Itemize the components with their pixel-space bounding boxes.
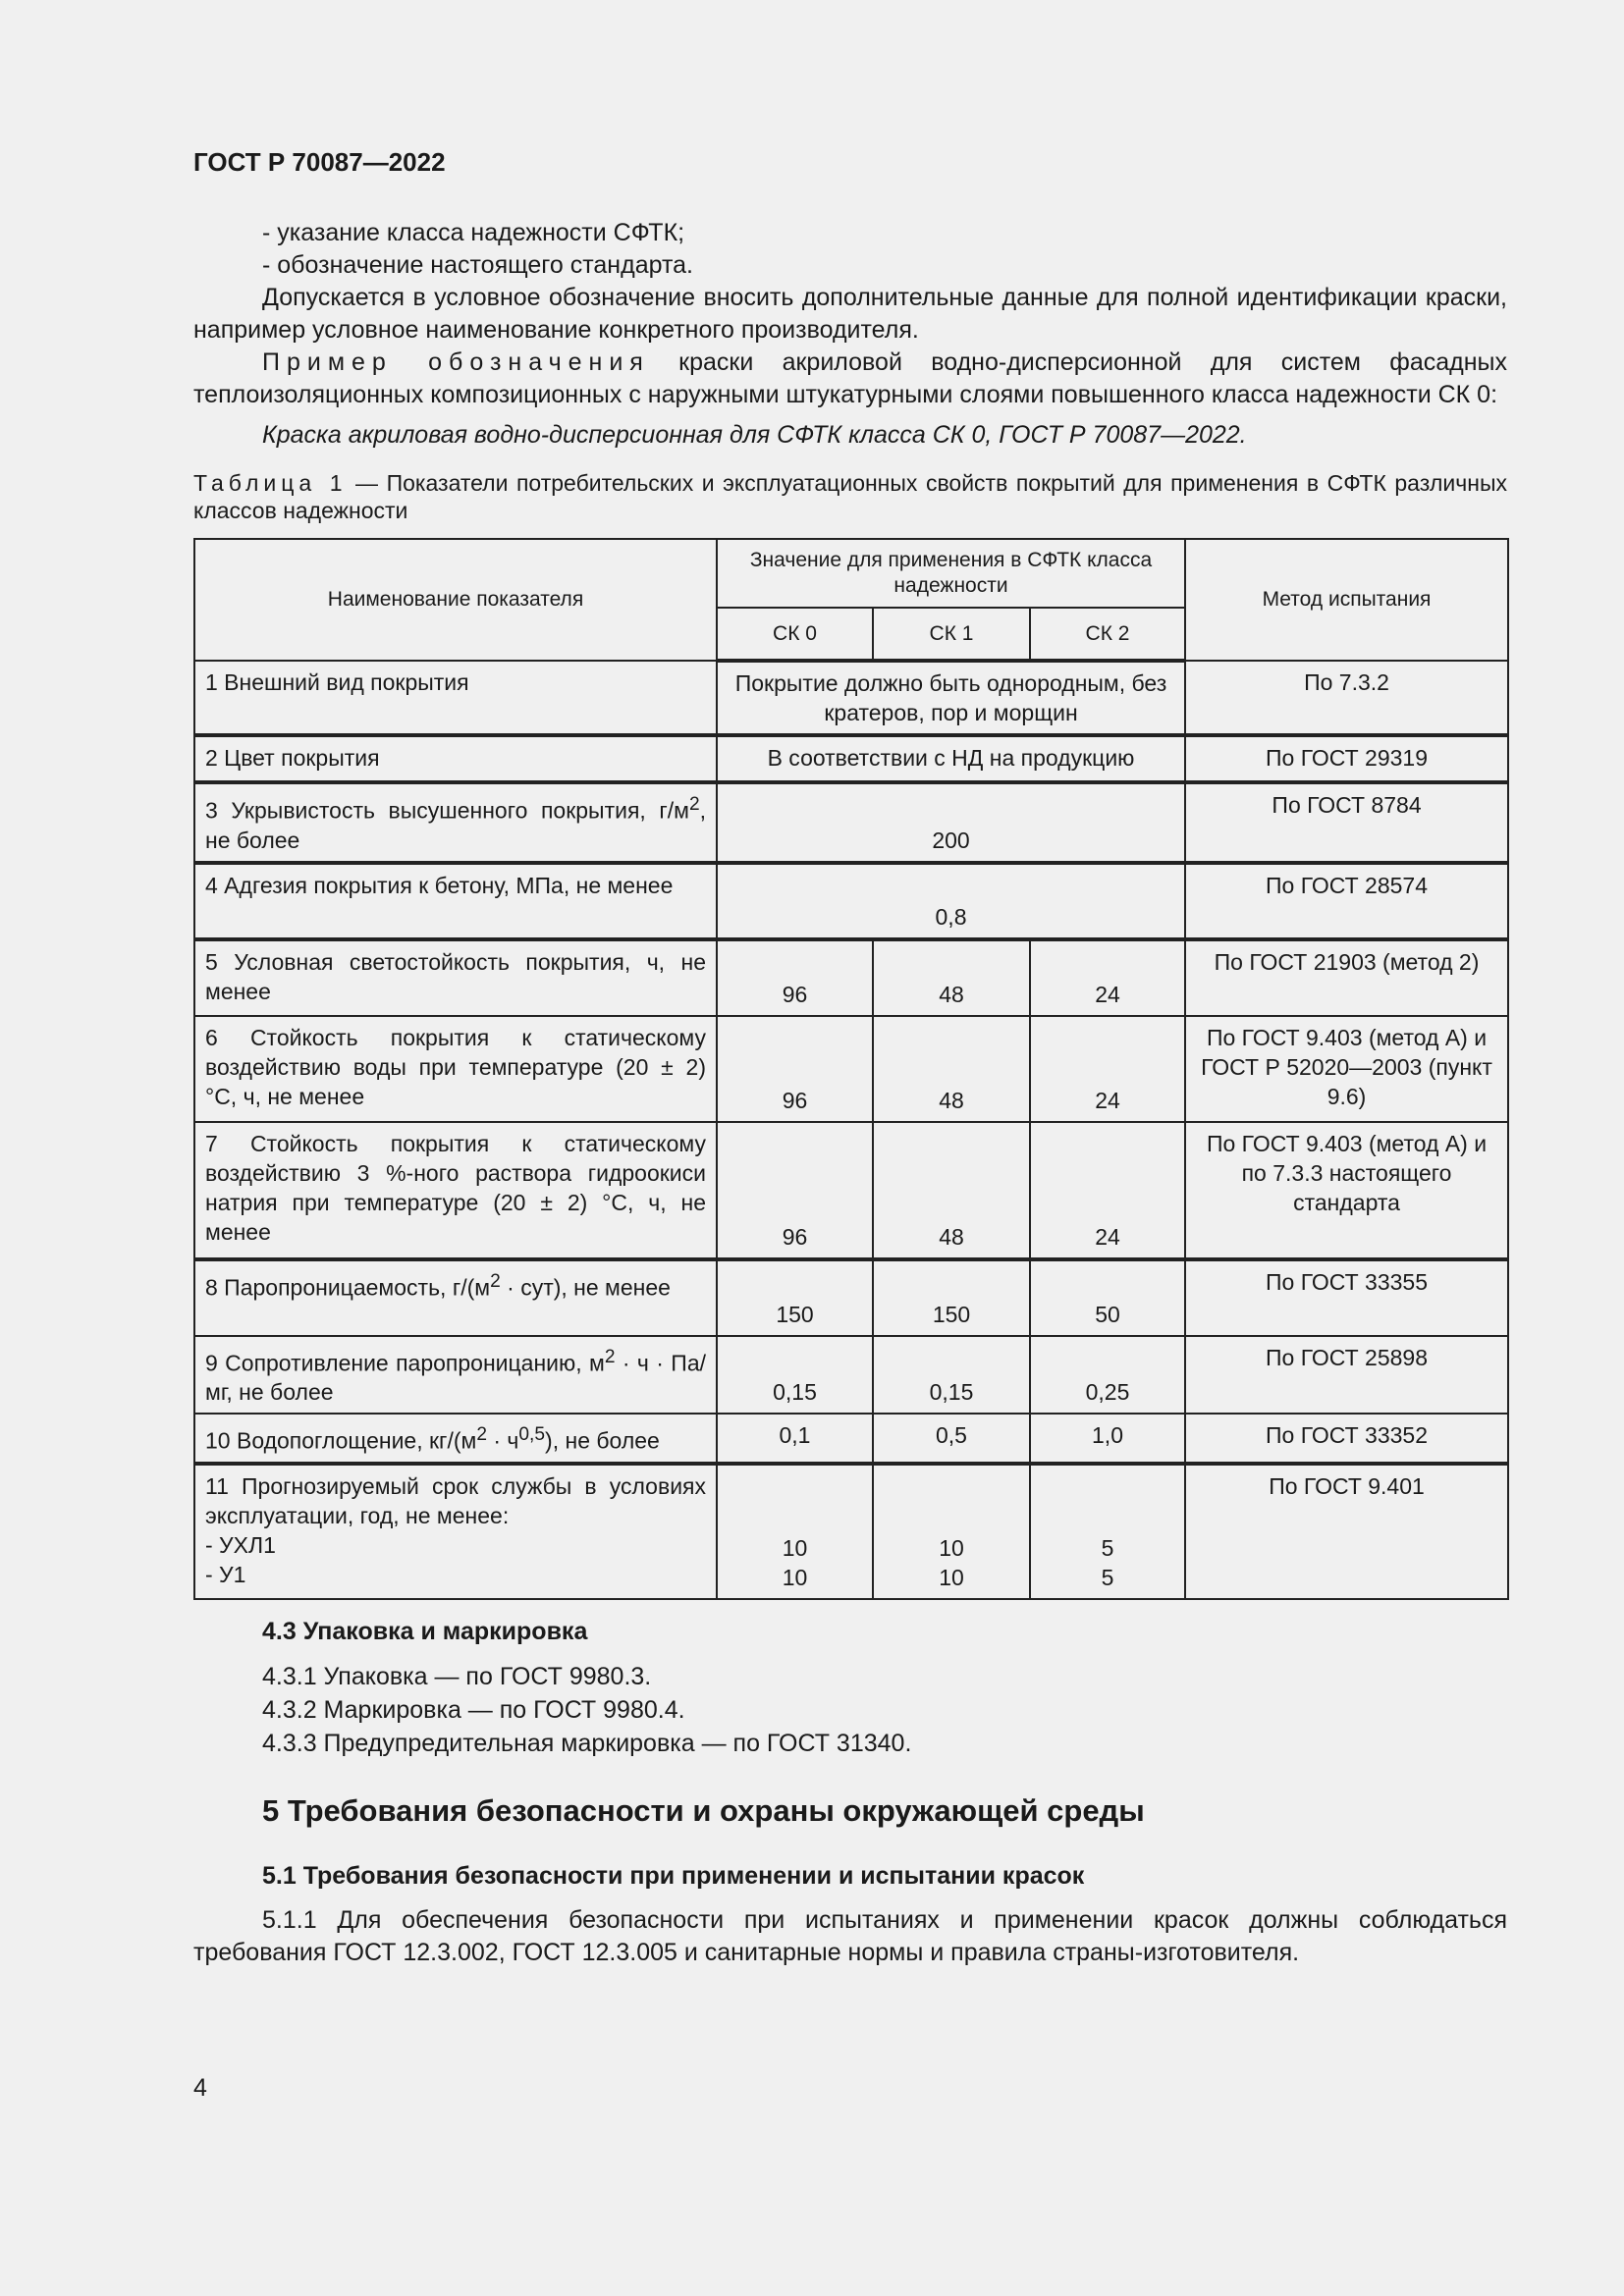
value-uhl1: 10: [939, 1534, 964, 1561]
table-row: [194, 1336, 1508, 1415]
row-name-sup: 2: [476, 1424, 487, 1446]
row-value-sk2: 24: [1030, 1016, 1185, 1122]
row-method: По ГОСТ 9.403 (метод А) и ГОСТ Р 52020—2003 (пункт 9.6): [1185, 1016, 1508, 1122]
row-method: По 7.3.2: [1185, 661, 1508, 735]
clause-4-3-2: 4.3.2 Маркировка — по ГОСТ 9980.4.: [262, 1695, 685, 1724]
col-header-sk1: СК 1: [873, 608, 1030, 661]
row-name-part: · ч · Па/мг, не более: [205, 1350, 706, 1406]
properties-table: [193, 538, 1509, 1600]
row-name-part: 9 Сопротивление паропроницанию, м: [205, 1350, 605, 1376]
row-value-merged: Покрытие должно быть однородным, без кратеров, пор и морщин: [717, 661, 1185, 735]
example-text: краски акриловой водно-дисперсионной для систем фасадных теплоизоляционных композиционных с наружными штукатурными слоями повышенного класса надежности СК 0:: [193, 348, 1508, 408]
row-name-part: · сут), не менее: [500, 1274, 671, 1301]
value-u1: 10: [782, 1564, 808, 1590]
row-value-sk1: 48: [873, 1122, 1030, 1259]
row-name-part: , не более: [205, 797, 706, 853]
row-name: 7 Стойкость покрытия к статическому воздействию 3 %-ного раствора гидроокиси натрия при температуре (20 ± 2) °С, ч, не менее: [194, 1122, 717, 1259]
row-name: [194, 782, 717, 863]
row-name-sup: 2: [604, 1346, 616, 1367]
row-value-sk0: 96: [717, 939, 873, 1016]
section-5-title: 5 Требования безопасности и охраны окружающей среды: [262, 1792, 1145, 1828]
row-value-sk2: 50: [1030, 1259, 1185, 1336]
col-header-method: Метод испытания: [1185, 539, 1508, 661]
row-value-merged: 0,8: [717, 863, 1185, 939]
col-header-sk2: СК 2: [1030, 608, 1185, 661]
row-name-part: ), не более: [545, 1427, 660, 1454]
clause-4-3-3: 4.3.3 Предупредительная маркировка — по ГОСТ 31340.: [262, 1729, 912, 1757]
clause-4-3-1: 4.3.1 Упаковка — по ГОСТ 9980.3.: [262, 1662, 652, 1690]
section-4-3-title: 4.3 Упаковка и маркировка: [262, 1617, 588, 1645]
row-name-sup: 2: [688, 794, 700, 815]
value-u1: 5: [1101, 1564, 1114, 1590]
value-uhl1: 5: [1101, 1534, 1114, 1561]
table-row: [194, 1414, 1508, 1464]
clause-5-1-1: 5.1.1 Для обеспечения безопасности при испытаниях и применении красок должны соблюдаться требования ГОСТ 12.3.002, ГОСТ 12.3.005 и санитарные нормы и правила страны-изготовителя.: [193, 1905, 1507, 1966]
row-value-sk2: 24: [1030, 939, 1185, 1016]
example-label: Пример обозначения: [262, 348, 650, 376]
row-value-sk1: 0,5: [873, 1414, 1030, 1464]
row-method: По ГОСТ 9.403 (метод А) и по 7.3.3 настоящего стандарта: [1185, 1122, 1508, 1259]
row-name-part: · ч: [486, 1427, 519, 1454]
table-row: [194, 939, 1508, 1016]
row-value-merged: В соответствии с НД на продукцию: [717, 735, 1185, 782]
row-value-sk0: 96: [717, 1122, 873, 1259]
row-value-sk0: 96: [717, 1016, 873, 1122]
row-method: По ГОСТ 33352: [1185, 1414, 1508, 1464]
row-value-sk2: [1030, 1464, 1185, 1599]
row-value-sk0: [717, 1464, 873, 1599]
example-designation: Краска акриловая водно-дисперсионная для СФТК класса СК 0, ГОСТ Р 70087—2022.: [262, 421, 1247, 449]
row-value-sk0: 150: [717, 1259, 873, 1336]
row-value-sk1: 0,15: [873, 1336, 1030, 1415]
row-value-sk2: 0,25: [1030, 1336, 1185, 1415]
row-value-sk0: 0,1: [717, 1414, 873, 1464]
row-name-sup: 0,5: [518, 1424, 546, 1446]
row-name-sub: - УХЛ1: [205, 1531, 276, 1558]
row-value-sk2: 24: [1030, 1122, 1185, 1259]
value-uhl1: 10: [782, 1534, 808, 1561]
table-row: [194, 863, 1508, 939]
row-value-sk0: 0,15: [717, 1336, 873, 1415]
row-value-sk1: 48: [873, 939, 1030, 1016]
table-caption-text: — Показатели потребительских и эксплуатационных свойств покрытий для применения в СФТК различных классов надежности: [193, 470, 1507, 523]
list-item-dash-1: - указание класса надежности СФТК;: [262, 219, 685, 246]
document-header: ГОСТ Р 70087—2022: [193, 147, 446, 177]
table-row: [194, 1122, 1508, 1259]
row-name-part: 10 Водопоглощение, кг/(м: [205, 1427, 477, 1454]
row-method: По ГОСТ 9.401: [1185, 1464, 1508, 1599]
row-method: По ГОСТ 28574: [1185, 863, 1508, 939]
table-row: [194, 661, 1508, 735]
col-header-name: Наименование показателя: [194, 539, 717, 661]
row-name: [194, 1259, 717, 1336]
col-header-sk0: СК 0: [717, 608, 873, 661]
table-row: [194, 1464, 1508, 1599]
paragraph-example: [193, 347, 1507, 411]
paragraph-addition: Допускается в условное обозначение вносить дополнительные данные для полной идентификации краски, например условное наименование конкретного производителя.: [193, 284, 1507, 344]
table-row: [194, 735, 1508, 782]
row-name: 6 Стойкость покрытия к статическому воздействию воды при температуре (20 ± 2) °С, ч, не менее: [194, 1016, 717, 1122]
row-value-sk1: 48: [873, 1016, 1030, 1122]
row-name-sup: 2: [490, 1270, 501, 1292]
section-5-1-title: 5.1 Требования безопасности при применении и испытании красок: [262, 1861, 1085, 1890]
row-method: По ГОСТ 21903 (метод 2): [1185, 939, 1508, 1016]
col-header-value-group: Значение для применения в СФТК класса надежности: [717, 539, 1185, 608]
row-method: По ГОСТ 8784: [1185, 782, 1508, 863]
row-name: [194, 1414, 717, 1464]
row-name-main: 11 Прогнозируемый срок службы в условиях эксплуатации, год, не менее:: [205, 1472, 706, 1528]
row-name-part: 3 Укрывистость высушенного покрытия, г/м: [205, 797, 689, 824]
row-name: 4 Адгезия покрытия к бетону, МПа, не менее: [194, 863, 717, 939]
row-method: По ГОСТ 29319: [1185, 735, 1508, 782]
table-row: [194, 1016, 1508, 1122]
table-caption: [193, 469, 1507, 524]
row-value-merged: 200: [717, 782, 1185, 863]
document-page: [193, 147, 1507, 1969]
row-method: По ГОСТ 33355: [1185, 1259, 1508, 1336]
row-name: 5 Условная светостойкость покрытия, ч, не менее: [194, 939, 717, 1016]
list-item-dash-2: - обозначение настоящего стандарта.: [262, 251, 693, 279]
table-caption-label: Таблица 1: [193, 470, 348, 496]
row-name: 2 Цвет покрытия: [194, 735, 717, 782]
row-name-part: 8 Паропроницаемость, г/(м: [205, 1274, 491, 1301]
row-name: [194, 1336, 717, 1415]
row-name: 1 Внешний вид покрытия: [194, 661, 717, 735]
row-value-sk1: 150: [873, 1259, 1030, 1336]
row-name-sub: - У1: [205, 1561, 246, 1587]
row-name: [194, 1464, 717, 1599]
page-number: 4: [193, 2074, 207, 2102]
table-row: [194, 782, 1508, 863]
row-value-sk2: 1,0: [1030, 1414, 1185, 1464]
value-u1: 10: [939, 1564, 964, 1590]
table-row: [194, 1259, 1508, 1336]
row-value-sk1: [873, 1464, 1030, 1599]
row-method: По ГОСТ 25898: [1185, 1336, 1508, 1415]
